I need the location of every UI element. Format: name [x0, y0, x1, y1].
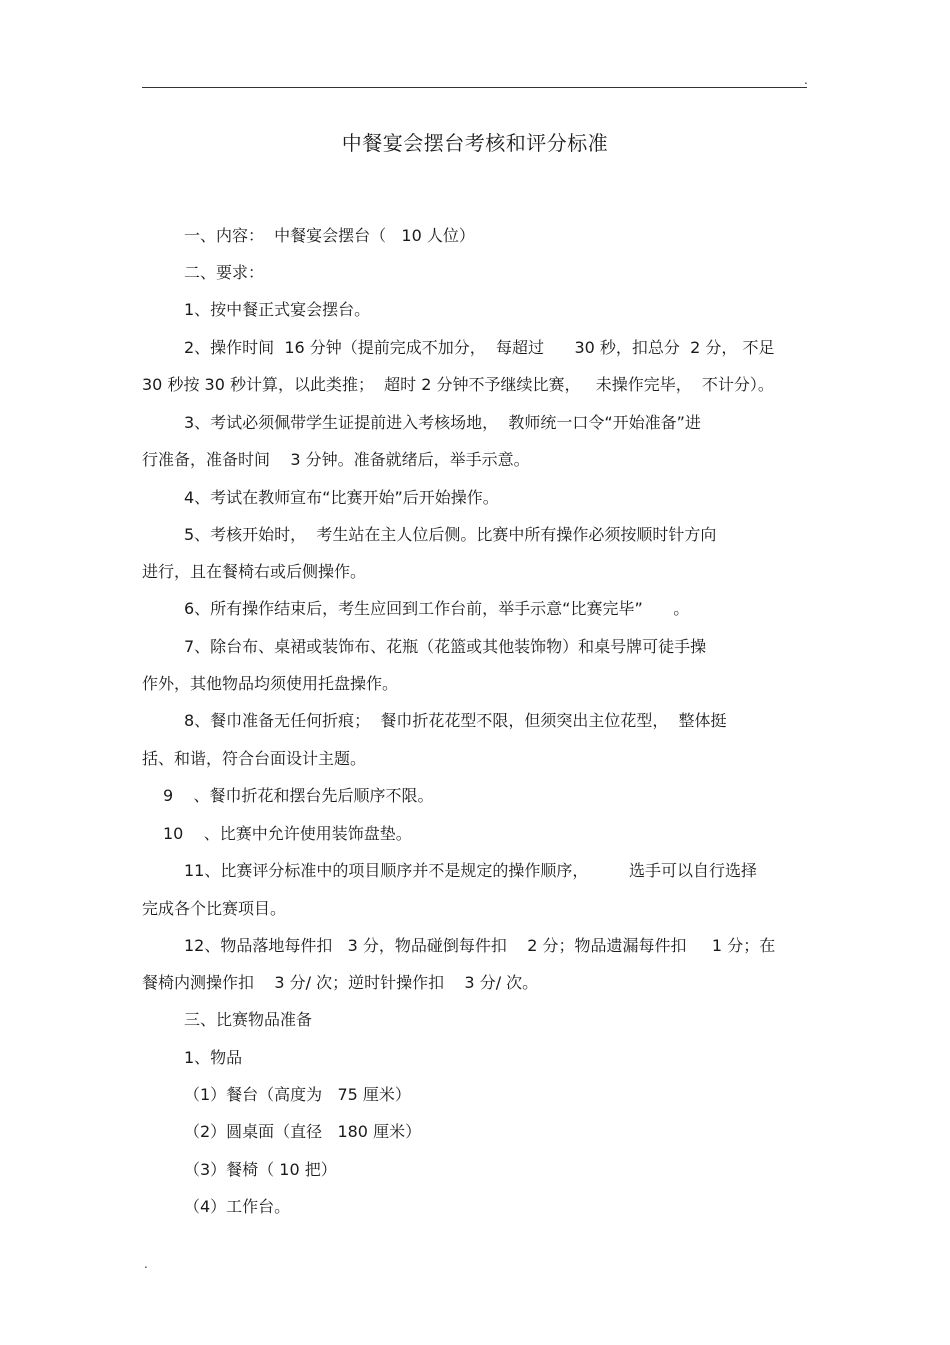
requirement-5-line-2: 进行，且在餐椅右或后侧操作。	[142, 562, 367, 581]
header-rule	[142, 87, 807, 88]
section-preparation: 三、比赛物品准备	[184, 1010, 313, 1029]
requirement-10: 10 、比赛中允许使用装饰盘垫。	[163, 824, 412, 843]
section-content: 一、内容： 中餐宴会摆台（ 10 人位）	[184, 226, 475, 245]
requirement-1: 1、按中餐正式宴会摆台。	[184, 300, 371, 319]
requirement-11-line-2: 完成各个比赛项目。	[142, 899, 287, 918]
requirement-9: 9 、餐巾折花和摆台先后顺序不限。	[163, 786, 434, 805]
item-2: （2）圆桌面（直径 180 厘米）	[184, 1122, 422, 1141]
page-title: 中餐宴会摆台考核和评分标准	[341, 131, 609, 155]
requirement-3-line-1: 3、考试必须佩带学生证提前进入考核场地， 教师统一口令“开始准备”进	[184, 413, 701, 432]
requirement-4: 4、考试在教师宣布“比赛开始”后开始操作。	[184, 488, 499, 507]
item-3: （3）餐椅（ 10 把）	[184, 1160, 337, 1179]
footer-dot: .	[144, 1257, 148, 1271]
preparation-items: 1、物品	[184, 1048, 243, 1067]
requirement-7-line-1: 7、除台布、桌裙或装饰布、花瓶（花篮或其他装饰物）和桌号牌可徒手操	[184, 637, 707, 656]
requirement-3-line-2: 行准备，准备时间 3 分钟。准备就绪后，举手示意。	[142, 450, 530, 469]
item-1: （1）餐台（高度为 75 厘米）	[184, 1085, 411, 1104]
requirement-2-line-2: 30 秒按 30 秒计算，以此类推； 超时 2 分钟不予继续比赛， 未操作完毕， 不计分）。	[142, 375, 774, 394]
requirement-6: 6、所有操作结束后，考生应回到工作台前，举手示意“比赛完毕” 。	[184, 599, 690, 618]
requirement-11-line-1: 11、比赛评分标准中的项目顺序并不是规定的操作顺序， 选手可以自行选择	[184, 861, 758, 880]
item-4: （4）工作台。	[184, 1197, 291, 1216]
requirement-5-line-1: 5、考核开始时， 考生站在主人位后侧。比赛中所有操作必须按顺时针方向	[184, 525, 717, 544]
requirement-8-line-1: 8、餐巾准备无任何折痕； 餐巾折花花型不限，但须突出主位花型， 整体挺	[184, 711, 727, 730]
requirement-2-line-1: 2、操作时间 16 分钟（提前完成不加分， 每超过 30 秒，扣总分 2 分， 不足	[184, 338, 775, 357]
requirement-12-line-2: 餐椅内测操作扣 3 分/ 次；逆时针操作扣 3 分/ 次。	[142, 973, 539, 992]
requirement-8-line-2: 括、和谐，符合台面设计主题。	[142, 749, 367, 768]
requirement-12-line-1: 12、物品落地每件扣 3 分，物品碰倒每件扣 2 分；物品遗漏每件扣 1 分；在	[184, 936, 776, 955]
section-requirements: 二、要求：	[184, 263, 265, 282]
header-dot: .	[804, 73, 808, 87]
requirement-7-line-2: 作外，其他物品均须使用托盘操作。	[142, 674, 399, 693]
